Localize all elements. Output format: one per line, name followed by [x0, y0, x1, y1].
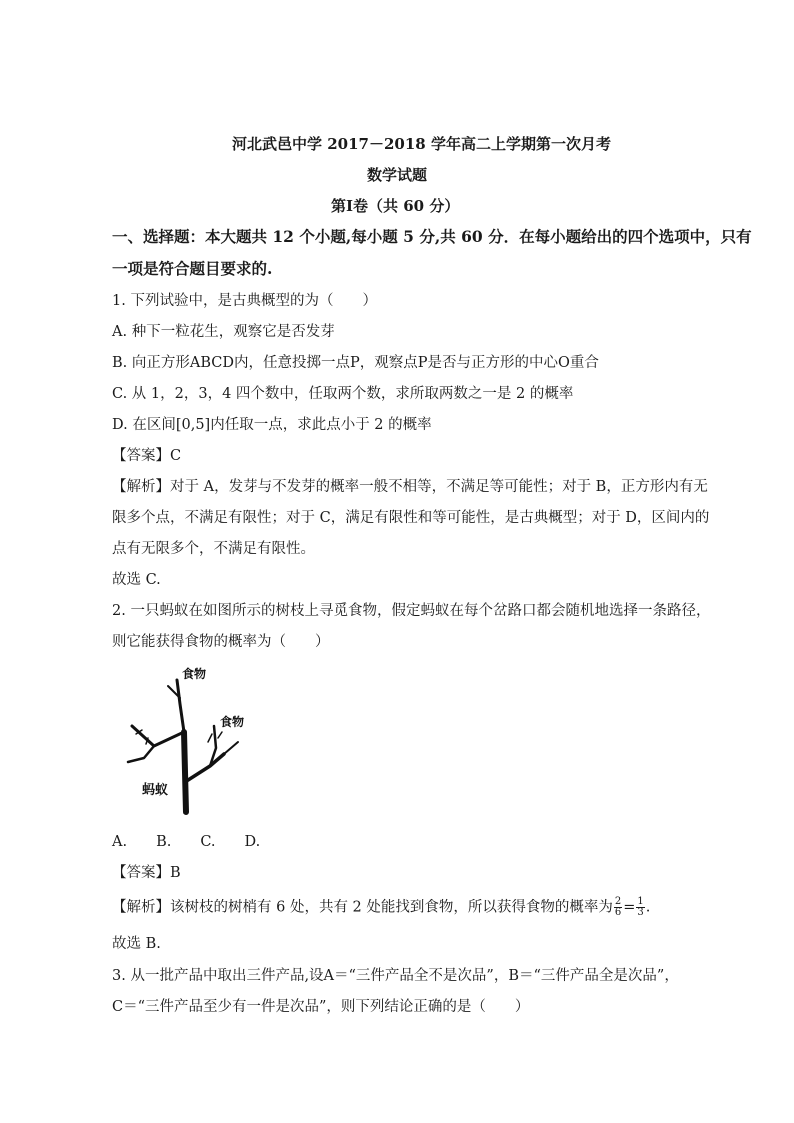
q1-option-d: D. 在区间[0,5]内任取一点，求此点小于 2 的概率: [112, 417, 432, 433]
q1-explanation-line3: 点有无限多个，不满足有限性。: [112, 541, 315, 557]
q1-explanation-line1: 【解析】对于 A，发芽与不发芽的概率一般不相等，不满足等可能性；对于 B，正方形内有无: [112, 479, 708, 495]
q1-option-b: B. 向正方形ABCD内，任意投掷一点P，观察点P是否与正方形的中心O重合: [112, 355, 599, 371]
q2-explanation-text: 【解析】该树枝的树梢有 6 处，共有 2 处能找到食物，所以获得食物的概率为: [112, 899, 613, 916]
branch-top: [177, 680, 184, 732]
q1-option-c: C. 从 1，2，3，4 四个数中，任取两个数，求所取两数之一是 2 的概率: [112, 386, 574, 402]
twig-right: [224, 742, 238, 754]
q1-conclusion: 故选 C.: [112, 572, 161, 588]
q2-stem-line1: 2. 一只蚂蚁在如图所示的树枝上寻觅食物，假定蚂蚁在每个岔路口都会随机地选择一条路径，: [112, 603, 711, 619]
q2-options: A. B. C. D.: [112, 834, 261, 850]
q2-explanation: 【解析】该树枝的树梢有 6 处，共有 2 处能找到食物，所以获得食物的概率为 $\frac{2}{6}$ = $\frac{1}{3}$ .: [112, 896, 651, 918]
q2-conclusion: 故选 B.: [112, 936, 161, 952]
exam-subtitle: 数学试题: [367, 166, 428, 184]
q1-option-a: A. 种下一粒花生，观察它是否发芽: [112, 324, 335, 340]
branch-left-lower: [128, 746, 154, 762]
label-food-right: 食物: [220, 715, 245, 729]
part-heading: 第Ⅰ卷（共 60 分）: [331, 197, 460, 215]
section-heading-line1: 一、选择题：本大题共 12 个小题,每小题 5 分,共 60 分．在每小题给出的四个选项中，只有: [112, 227, 752, 246]
q3-stem-line1: 3. 从一批产品中取出三件产品,设A＝“三件产品全不是次品”，B＝“三件产品全是次品”，: [112, 968, 679, 984]
q2-answer: 【答案】B: [112, 865, 181, 881]
trunk: [184, 732, 186, 812]
branch-left: [132, 726, 184, 746]
q1-stem: 1. 下列试验中，是古典概型的为（ ）: [112, 293, 377, 309]
q3-stem-line2: C＝“三件产品至少有一件是次品”，则下列结论正确的是（ ）: [112, 999, 530, 1015]
q2-stem-line2: 则它能获得食物的概率为（ ）: [112, 634, 330, 650]
q1-explanation-line2: 限多个点，不满足有限性；对于 C，满足有限性和等可能性，是古典概型；对于 D，区间内的: [112, 510, 710, 526]
q1-answer: 【答案】C: [112, 448, 182, 464]
fraction-2-6: $\frac{2}{6}$: [614, 896, 622, 918]
branch-right: [185, 754, 224, 782]
label-ant: 蚂蚁: [142, 783, 169, 798]
tree-branch-figure: [120, 662, 260, 820]
fraction-1-3: $\frac{1}{3}$: [637, 896, 644, 918]
exam-title: 河北武邑中学 2017－2018 学年高二上学期第一次月考: [232, 135, 611, 153]
section-heading-line2: 一项是符合题目要求的.: [112, 259, 273, 278]
equals-sign: =: [623, 899, 636, 916]
label-food-top: 食物: [182, 667, 207, 681]
